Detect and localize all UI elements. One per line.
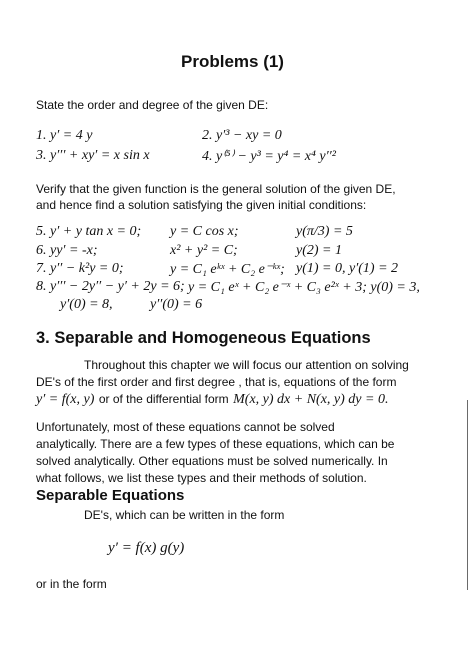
section-3-para1-line3 xyxy=(36,390,388,408)
separable-formula: y′ = f(x) g(y) xyxy=(108,540,185,556)
section-3-para1-line3-text: or of the differential form xyxy=(98,392,229,406)
differential-form-formula: M(x, y) dx + N(x, y) dy = 0. xyxy=(233,392,389,407)
separable-equations-title: Separable Equations xyxy=(36,487,185,504)
section-3-para1-line1: Throughout this chapter we will focus our attention on solving xyxy=(84,358,409,372)
problem-7-solution: y = C₁ eᵏˣ + C₂ e⁻ᵏˣ; xyxy=(170,262,285,277)
explicit-form-formula: y′ = f(x, y) xyxy=(36,392,95,407)
problem-6-de: 6. yy′ = -x; xyxy=(36,243,98,258)
section-3-title: 3. Separable and Homogeneous Equations xyxy=(36,329,371,347)
problem-7-de: 7. y′′ − k²y = 0; xyxy=(36,261,124,276)
section-3-para1-line2: DE's of the first order and first degree , that is, equations of the form xyxy=(36,375,397,389)
section-3-para2-line4: what follows, we list these types and their methods of solution. xyxy=(36,471,367,485)
section-3-para2-line3: solved analytically. Other equations must be solved numerically. In xyxy=(36,454,388,468)
problem-5-de: 5. y′ + y tan x = 0; xyxy=(36,224,142,239)
problem-5-condition: y(π/3) = 5 xyxy=(296,224,353,239)
problem-2: 2. y′³ − xy = 0 xyxy=(202,128,282,143)
problem-7-condition: y(1) = 0, y′(1) = 2 xyxy=(296,261,399,276)
problem-8-de: 8. y′′′ − 2y′′ − y′ + 2y = 6; xyxy=(36,279,185,294)
problem-5-solution: y = C cos x; xyxy=(170,224,239,239)
page-title: Problems (1) xyxy=(181,52,284,71)
problem-8-solution: y = C₁ eˣ + C₂ e⁻ˣ + C₃ e²ˣ + 3; y(0) = 3, xyxy=(188,280,420,295)
problem-8-condition-b: y′′(0) = 6 xyxy=(150,297,203,312)
problem-6-solution: x² + y² = C; xyxy=(170,243,238,258)
section-3-para2-line2: analytically. There are a few types of these equations, which can be xyxy=(36,437,395,451)
instruction-verify-line2: and hence find a solution satisfying the given initial conditions: xyxy=(36,198,367,212)
page-edge-line xyxy=(467,400,468,590)
problem-3: 3. y′′′ + xy′ = x sin x xyxy=(36,148,150,163)
section-3-para2-line1: Unfortunately, most of these equations cannot be solved xyxy=(36,420,335,434)
problem-4: 4. y⁽⁵⁾ − y³ = y⁴ = x⁴ y′′² xyxy=(202,149,336,164)
separable-intro: DE's, which can be written in the form xyxy=(84,508,285,522)
problem-1: 1. y′ = 4 y xyxy=(36,128,93,143)
problem-8-condition-a: y′(0) = 8, xyxy=(60,297,113,312)
instruction-order-degree: State the order and degree of the given DE: xyxy=(36,98,269,112)
problem-6-condition: y(2) = 1 xyxy=(296,243,342,258)
separable-or-text: or in the form xyxy=(36,577,107,591)
instruction-verify-line1: Verify that the given function is the general solution of the given DE, xyxy=(36,182,396,196)
